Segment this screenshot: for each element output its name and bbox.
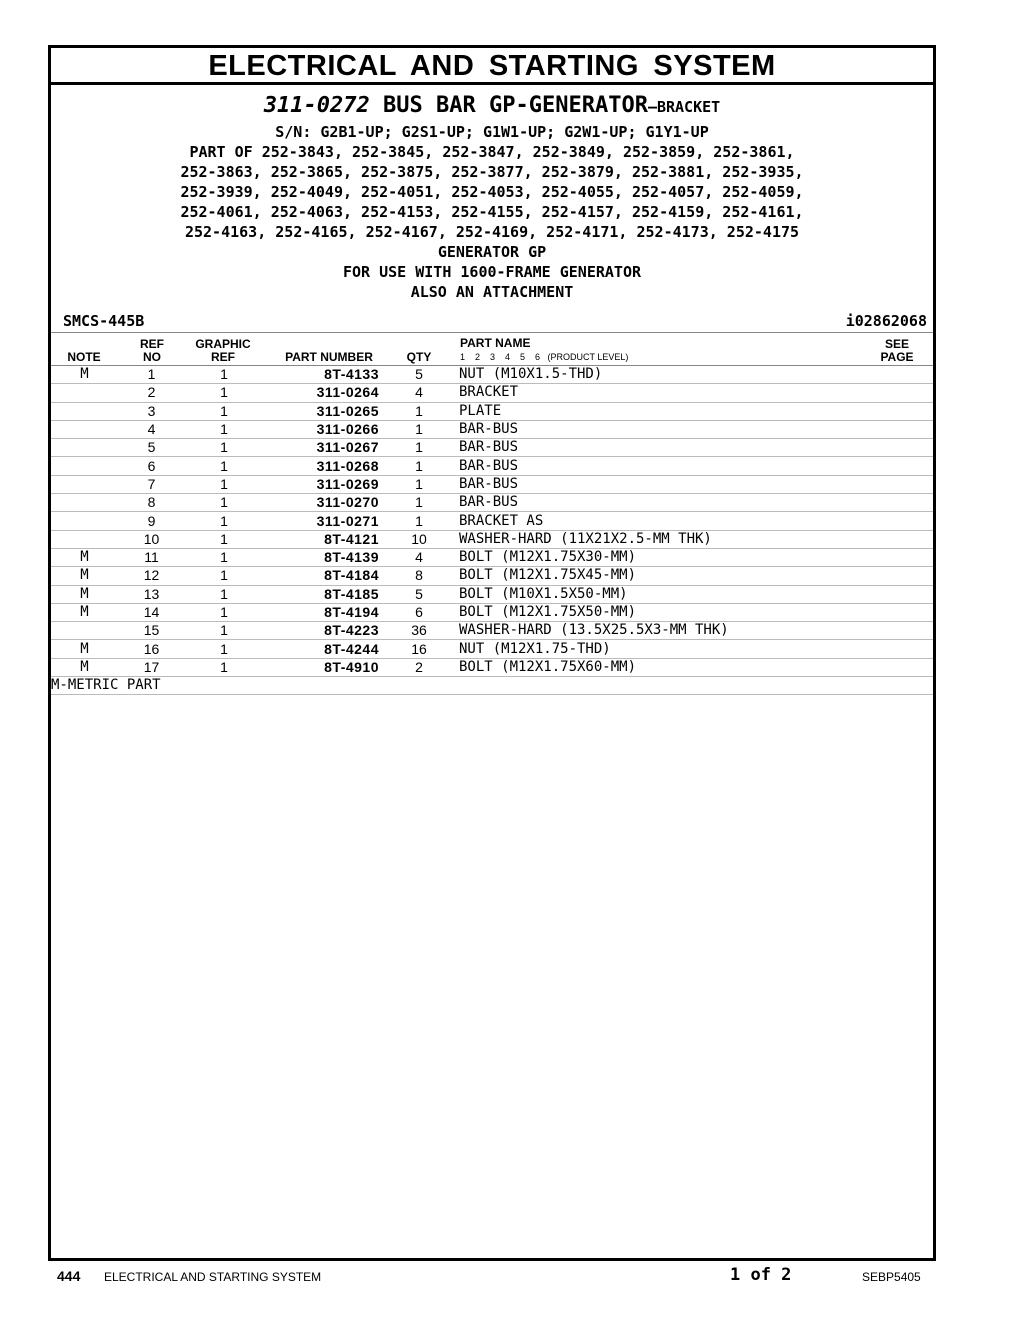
qty-cell: 1 [379,402,459,420]
part-number-cell: 311-0267 [263,439,379,457]
part-number-cell: 8T-4910 [263,658,379,676]
part-name-cell: PLATE [459,402,873,420]
part-number-cell: 8T-4184 [263,567,379,585]
smcs-code: SMCS-445B [63,312,145,330]
ref-no-cell: 9 [118,512,185,530]
note-cell [51,494,118,512]
part-number-cell: 8T-4194 [263,603,379,621]
note-cell [51,439,118,457]
col-part-number: PART NUMBER [285,350,373,364]
table-row [51,366,933,384]
ref-no-cell: 14 [118,603,185,621]
graphic-ref-cell: 1 [185,402,263,420]
see-page-cell [873,658,933,676]
column-headers [51,332,933,366]
note-cell: M [51,567,118,585]
part-number-cell: 8T-4244 [263,640,379,658]
ref-no-cell: 12 [118,567,185,585]
qty-cell: 1 [379,494,459,512]
ref-no-cell: 7 [118,475,185,493]
note-cell [51,384,118,402]
graphic-ref-cell: 1 [185,457,263,475]
part-name-cell: WASHER-HARD (11X21X2.5-MM THK) [459,530,873,548]
part-name-cell: BAR-BUS [459,494,873,512]
see-page-cell [873,622,933,640]
group-name: BUS BAR GP-GENERATOR [383,93,648,118]
part-of-line: 252-3939, 252-4049, 252-4051, 252-4053, 252-4055, 252-4057, 252-4059, [180,183,804,201]
note-cell [51,457,118,475]
table-row [51,640,933,658]
ref-no-cell: 5 [118,439,185,457]
see-page-cell [873,457,933,475]
see-page-cell [873,567,933,585]
col-ref-top: REF [140,337,164,351]
part-name-cell: BOLT (M12X1.75X60-MM) [459,658,873,676]
note-cell: M [51,585,118,603]
graphic-ref-cell: 1 [185,384,263,402]
part-name-cell: BOLT (M12X1.75X50-MM) [459,603,873,621]
part-name-cell: BOLT (M12X1.75X45-MM) [459,567,873,585]
qty-cell: 5 [379,585,459,603]
qty-cell: 16 [379,640,459,658]
see-page-cell [873,420,933,438]
serial-numbers: S/N: G2B1-UP; G2S1-UP; G1W1-UP; G2W1-UP; G1Y1-UP [275,123,709,141]
graphic-ref-cell: 1 [185,439,263,457]
page-of: 1 of 2 [730,1265,792,1285]
document-id: SEBP5405 [862,1270,921,1284]
part-name-cell: BAR-BUS [459,475,873,493]
graphic-ref-cell: 1 [185,512,263,530]
group-title [51,91,933,122]
note-cell [51,530,118,548]
qty-cell: 4 [379,548,459,566]
smcs-row [51,306,933,332]
qty-cell: 1 [379,512,459,530]
see-page-cell [873,603,933,621]
group-subname: BRACKET [656,98,721,116]
part-number-cell: 311-0269 [263,475,379,493]
table-row [51,548,933,566]
group-number: 311-0272 [263,93,370,118]
part-number-cell: 8T-4121 [263,530,379,548]
part-name-cell: WASHER-HARD (13.5X25.5X3-MM THK) [459,622,873,640]
part-name-cell: BOLT (M10X1.5X50-MM) [459,585,873,603]
see-page-cell [873,494,933,512]
see-page-cell [873,475,933,493]
graphic-ref-cell: 1 [185,530,263,548]
page-number: 444 [57,1268,81,1284]
part-name-cell: BOLT (M12X1.75X30-MM) [459,548,873,566]
qty-cell: 10 [379,530,459,548]
table-row [51,603,933,621]
note-cell: M [51,603,118,621]
graphic-ref-cell: 1 [185,366,263,384]
ref-no-cell: 4 [118,420,185,438]
qty-cell: 8 [379,567,459,585]
part-of-line: PART OF 252-3843, 252-3845, 252-3847, 252-3849, 252-3859, 252-3861, [189,143,795,161]
attachment-note: ALSO AN ATTACHMENT [410,283,574,301]
table-row [51,530,933,548]
qty-cell: 4 [379,384,459,402]
graphic-ref-cell: 1 [185,420,263,438]
part-of-line: 252-4163, 252-4165, 252-4167, 252-4169, 252-4171, 252-4173, 252-4175 [184,223,800,241]
col-part-name: PART NAME [460,336,531,350]
qty-cell: 2 [379,658,459,676]
section-title: ELECTRICAL AND STARTING SYSTEM [51,48,933,85]
note-cell: M [51,640,118,658]
part-name-cell: BAR-BUS [459,420,873,438]
ref-no-cell: 17 [118,658,185,676]
graphic-ref-cell: 1 [185,622,263,640]
table-row [51,475,933,493]
footnote-row [51,677,933,695]
note-cell [51,512,118,530]
see-page-cell [873,512,933,530]
col-note: NOTE [67,350,101,364]
qty-cell: 6 [379,603,459,621]
ref-no-cell: 2 [118,384,185,402]
ref-no-cell: 6 [118,457,185,475]
parent-group: GENERATOR GP [437,243,547,261]
ref-no-cell: 1 [118,366,185,384]
graphic-ref-cell: 1 [185,585,263,603]
metric-footnote: M-METRIC PART [51,677,933,695]
table-row [51,622,933,640]
note-cell [51,622,118,640]
see-page-cell [873,530,933,548]
part-number-cell: 8T-4139 [263,548,379,566]
usage-note: FOR USE WITH 1600-FRAME GENERATOR [342,263,641,281]
note-cell [51,402,118,420]
graphic-ref-cell: 1 [185,603,263,621]
part-number-cell: 8T-4185 [263,585,379,603]
table-row [51,658,933,676]
see-page-cell [873,366,933,384]
part-name-cell: BRACKET AS [459,512,873,530]
qty-cell: 1 [379,457,459,475]
col-see-bottom: PAGE [880,350,914,364]
table-row [51,384,933,402]
qty-cell: 1 [379,439,459,457]
graphic-ref-cell: 1 [185,475,263,493]
col-see-top: SEE [884,337,909,351]
note-cell [51,475,118,493]
footer-section: ELECTRICAL AND STARTING SYSTEM [104,1270,322,1284]
col-graphic-top: GRAPHIC [195,337,251,351]
see-page-cell [873,548,933,566]
part-number-cell: 311-0264 [263,384,379,402]
table-row [51,420,933,438]
graphic-ref-cell: 1 [185,658,263,676]
qty-cell: 36 [379,622,459,640]
table-row [51,439,933,457]
part-number-cell: 311-0270 [263,494,379,512]
col-product-levels: 1 2 3 4 5 6 (PRODUCT LEVEL) [460,352,629,362]
ref-no-cell: 11 [118,548,185,566]
parts-table [51,366,933,695]
part-name-cell: BRACKET [459,384,873,402]
part-name-cell: NUT (M12X1.75-THD) [459,640,873,658]
part-number-cell: 311-0265 [263,402,379,420]
part-number-cell: 311-0266 [263,420,379,438]
part-name-cell: NUT (M10X1.5-THD) [459,366,873,384]
see-page-cell [873,439,933,457]
group-header [51,85,933,302]
ref-no-cell: 13 [118,585,185,603]
graphic-ref-cell: 1 [185,548,263,566]
note-cell: M [51,366,118,384]
col-ref-bottom: NO [143,350,161,364]
table-row [51,494,933,512]
part-number-cell: 8T-4133 [263,366,379,384]
table-row [51,567,933,585]
page-frame [48,45,936,1261]
graphic-ref-cell: 1 [185,494,263,512]
ref-no-cell: 8 [118,494,185,512]
part-number-cell: 311-0271 [263,512,379,530]
note-cell: M [51,658,118,676]
col-graphic-bottom: REF [211,350,235,364]
part-name-cell: BAR-BUS [459,439,873,457]
note-cell [51,420,118,438]
part-number-cell: 8T-4223 [263,622,379,640]
see-page-cell [873,384,933,402]
ref-no-cell: 10 [118,530,185,548]
table-row [51,457,933,475]
table-row [51,512,933,530]
page-footer [0,1265,1020,1289]
illustration-id: i02862068 [845,312,927,330]
note-cell: M [51,548,118,566]
part-of-line: 252-4061, 252-4063, 252-4153, 252-4155, 252-4157, 252-4159, 252-4161, [180,203,804,221]
qty-cell: 1 [379,475,459,493]
graphic-ref-cell: 1 [185,640,263,658]
table-row [51,585,933,603]
ref-no-cell: 16 [118,640,185,658]
qty-cell: 5 [379,366,459,384]
ref-no-cell: 15 [118,622,185,640]
group-dash: — [647,98,657,116]
see-page-cell [873,402,933,420]
ref-no-cell: 3 [118,402,185,420]
table-row [51,402,933,420]
part-of-line: 252-3863, 252-3865, 252-3875, 252-3877, 252-3879, 252-3881, 252-3935, [180,163,804,181]
part-name-cell: BAR-BUS [459,457,873,475]
part-number-cell: 311-0268 [263,457,379,475]
see-page-cell [873,640,933,658]
graphic-ref-cell: 1 [185,567,263,585]
see-page-cell [873,585,933,603]
col-qty: QTY [406,350,432,364]
qty-cell: 1 [379,420,459,438]
